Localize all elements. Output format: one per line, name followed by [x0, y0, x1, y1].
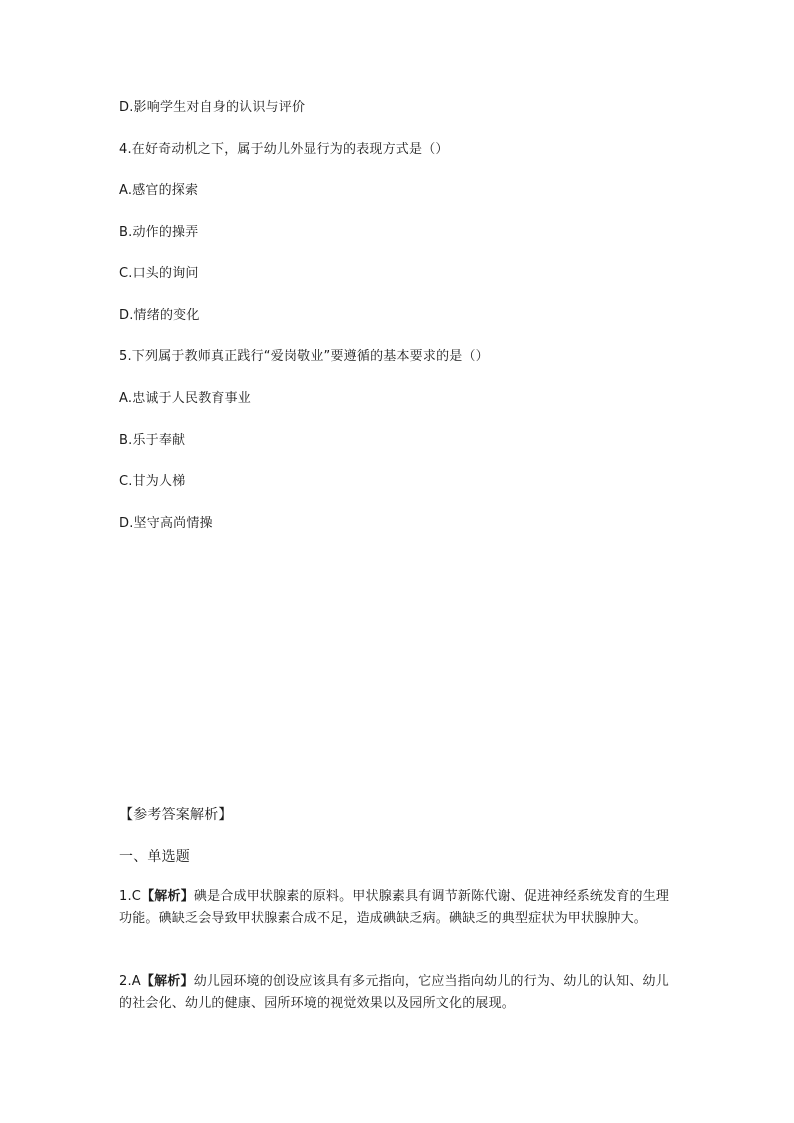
q5-stem: 5.下列属于教师真正践行“爱岗敬业”要遵循的基本要求的是（） [119, 349, 489, 364]
answer-2-tag: 【解析】 [140, 974, 194, 989]
answer-item-1 [119, 886, 679, 930]
q3-option-d: D.影响学生对自身的认识与评价 [119, 100, 306, 115]
q5-option-c: C.甘为人梯 [119, 474, 186, 489]
q4-stem: 4.在好奇动机之下，属于幼儿外显行为的表现方式是（） [119, 142, 449, 157]
q4-option-d: D.情绪的变化 [119, 308, 200, 323]
answer-item-2 [119, 971, 679, 1015]
answer-2-prefix: 2.A [119, 974, 141, 989]
q4-option-a: A.感官的探索 [119, 183, 199, 198]
section-title: 一、单选题 [119, 849, 190, 865]
q4-option-c: C.口头的询问 [119, 266, 199, 281]
q5-option-d: D.坚守高尚情操 [119, 516, 213, 531]
answer-1-prefix: 1.C [119, 889, 142, 904]
answers-heading: 【参考答案解析】 [119, 807, 233, 823]
q5-option-a: A.忠诚于人民教育事业 [119, 391, 251, 406]
answer-1-text: 碘是合成甲状腺素的原料。甲状腺素具有调节新陈代谢、促进神经系统发育的生理功能。碘缺乏会导致甲状腺素合成不足，造成碘缺乏病。碘缺乏的典型症状为甲状腺肿大。 [119, 889, 670, 926]
answer-1-tag: 【解析】 [141, 889, 194, 904]
q4-option-b: B.动作的操弄 [119, 225, 199, 240]
answer-2-text: 幼儿园环境的创设应该具有多元指向，它应当指向幼儿的行为、幼儿的认知、幼儿的社会化、幼儿的健康、园所环境的视觉效果以及园所文化的展现。 [119, 974, 669, 1011]
q5-option-b: B.乐于奉献 [119, 433, 186, 448]
